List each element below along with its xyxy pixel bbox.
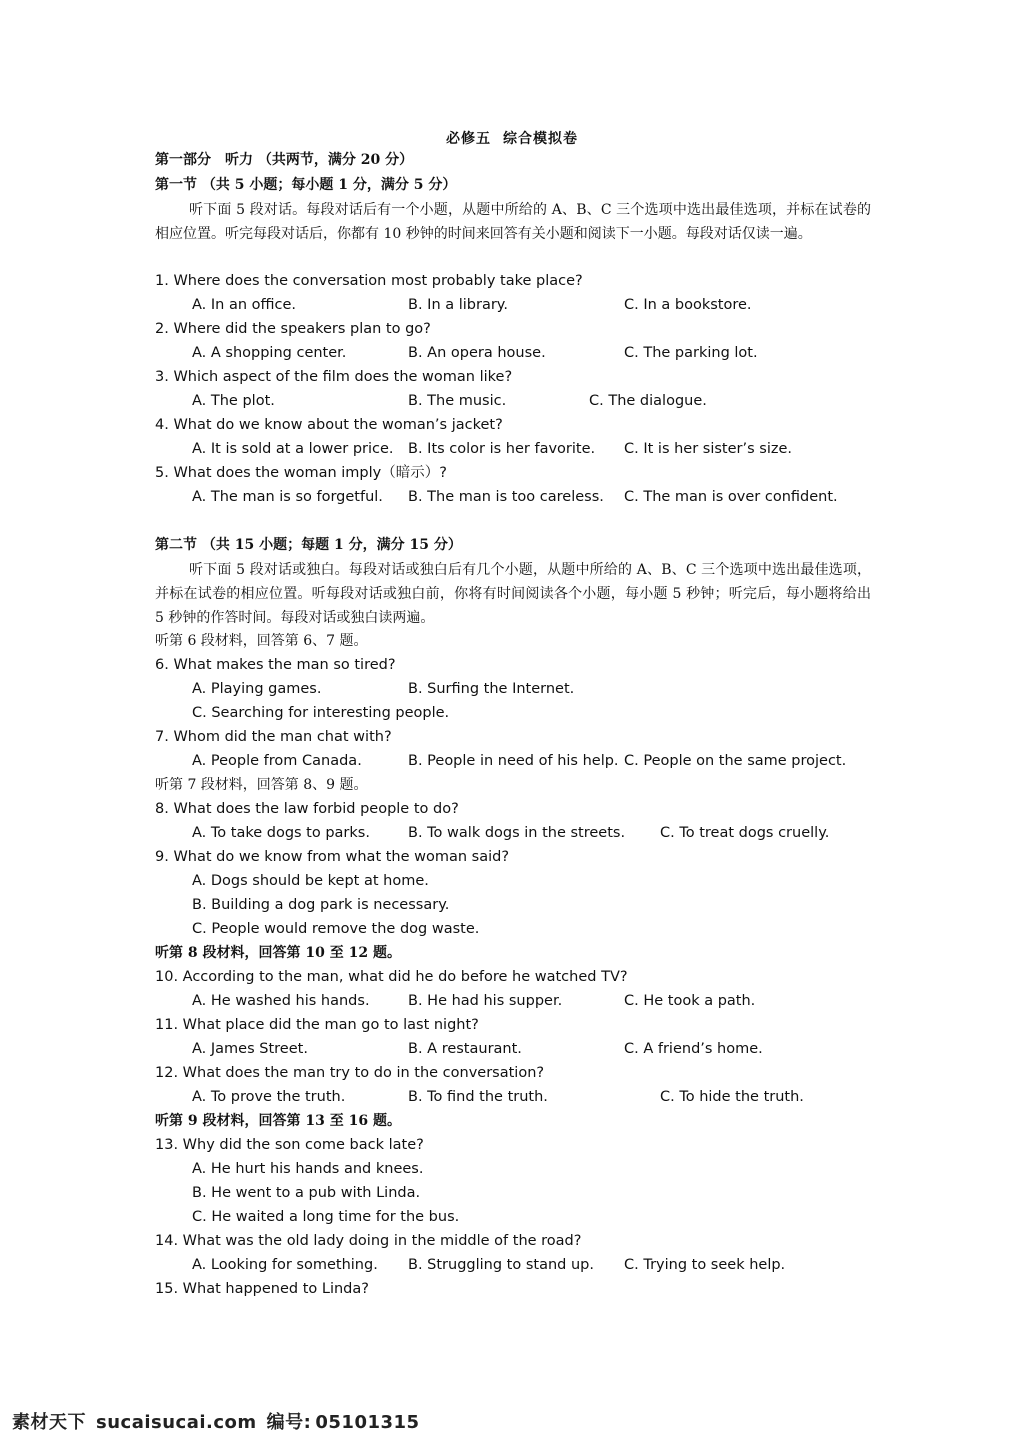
option-1a: A. In an office.	[192, 297, 297, 313]
question-12: 12. What does the man try to do in the conversation?	[155, 1065, 545, 1081]
option-2c: C. The parking lot.	[624, 345, 758, 361]
section1-instructions: 听下面 5 段对话。每段对话后有一个小题，从题中所给的 A、B、C 三个选项中选出最佳选项，并标在试卷的相应位置。听完每段对话后，你都有 10 秒钟的时间来回答有关小题和阅读下一小题。每段对话仅读一遍。	[155, 202, 871, 242]
option-6a: A. Playing games.	[192, 681, 322, 697]
option-11a: A. James Street.	[192, 1041, 308, 1057]
title-book: 必修五	[446, 131, 491, 147]
option-7b: B. People in need of his help.	[408, 753, 619, 769]
question-7: 7. Whom did the man chat with?	[155, 729, 392, 745]
option-6b: B. Surfing the Internet.	[408, 681, 575, 697]
question-2: 2. Where did the speakers plan to go?	[155, 321, 431, 337]
option-3c: C. The dialogue.	[589, 393, 707, 409]
option-4a: A. It is sold at a lower price.	[192, 441, 394, 457]
question-13: 13. Why did the son come back late?	[155, 1137, 424, 1153]
page-title	[0, 128, 1024, 148]
option-13c: C. He waited a long time for the bus.	[192, 1209, 460, 1225]
option-4c: C. It is her sister’s size.	[624, 441, 792, 457]
question-1: 1. Where does the conversation most probably take place?	[155, 273, 583, 289]
material-note-6: 听第 6 段材料，回答第 6、7 题。	[155, 633, 368, 649]
option-12b: B. To find the truth.	[408, 1089, 548, 1105]
watermark-site-name: 素材天下	[12, 1412, 86, 1433]
option-1c: C. In a bookstore.	[624, 297, 752, 313]
question-6: 6. What makes the man so tired?	[155, 657, 396, 673]
option-8a: A. To take dogs to parks.	[192, 825, 370, 841]
option-14a: A. Looking for something.	[192, 1257, 378, 1273]
option-14b: B. Struggling to stand up.	[408, 1257, 594, 1273]
option-10a: A. He washed his hands.	[192, 993, 370, 1009]
option-7a: A. People from Canada.	[192, 753, 362, 769]
option-4b: B. Its color is her favorite.	[408, 441, 596, 457]
question-11: 11. What place did the man go to last night?	[155, 1017, 479, 1033]
material-note-9: 听第 9 段材料，回答第 13 至 16 题。	[155, 1113, 401, 1129]
question-3: 3. Which aspect of the film does the woman like?	[155, 369, 513, 385]
option-1b: B. In a library.	[408, 297, 508, 313]
option-14c: C. Trying to seek help.	[624, 1257, 786, 1273]
option-9a: A. Dogs should be kept at home.	[192, 873, 429, 889]
option-2b: B. An opera house.	[408, 345, 546, 361]
material-note-7: 听第 7 段材料，回答第 8、9 题。	[155, 777, 368, 793]
watermark-id-label: 编号:	[266, 1412, 312, 1433]
question-14: 14. What was the old lady doing in the middle of the road?	[155, 1233, 582, 1249]
option-13a: A. He hurt his hands and knees.	[192, 1161, 424, 1177]
question-4: 4. What do we know about the woman’s jacket?	[155, 417, 503, 433]
option-5a: A. The man is so forgetful.	[192, 489, 383, 505]
option-7c: C. People on the same project.	[624, 753, 847, 769]
question-15: 15. What happened to Linda?	[155, 1281, 369, 1297]
watermark-id-value: 05101315	[315, 1412, 420, 1433]
option-10b: B. He had his supper.	[408, 993, 563, 1009]
title-exam: 综合模拟卷	[503, 131, 578, 147]
material-note-8: 听第 8 段材料，回答第 10 至 12 题。	[155, 945, 401, 961]
option-5c: C. The man is over confident.	[624, 489, 838, 505]
option-11c: C. A friend’s home.	[624, 1041, 763, 1057]
question-8: 8. What does the law forbid people to do?	[155, 801, 459, 817]
question-5: 5. What does the woman imply（暗示）?	[155, 465, 447, 481]
section2-heading: 第二节 （共 15 小题；每题 1 分，满分 15 分）	[155, 537, 462, 553]
option-2a: A. A shopping center.	[192, 345, 347, 361]
section1-heading: 第一节 （共 5 小题；每小题 1 分，满分 5 分）	[155, 177, 457, 193]
section2-instructions: 听下面 5 段对话或独白。每段对话或独白后有几个小题，从题中所给的 A、B、C 三个选项中选出最佳选项，并标在试卷的相应位置。听每段对话或独白前，你将有时间阅读各个小题，每小题 5 秒钟；听完后，每小题将给出 5 秒钟的作答时间。每段对话或独白读两遍。	[155, 562, 871, 626]
watermark-text	[12, 1408, 430, 1434]
watermark-site-url: sucaisucai.com	[96, 1412, 257, 1433]
option-9c: C. People would remove the dog waste.	[192, 921, 480, 937]
question-10: 10. According to the man, what did he do before he watched TV?	[155, 969, 628, 985]
option-3b: B. The music.	[408, 393, 507, 409]
option-8c: C. To treat dogs cruelly.	[660, 825, 830, 841]
option-8b: B. To walk dogs in the streets.	[408, 825, 626, 841]
option-5b: B. The man is too careless.	[408, 489, 604, 505]
option-11b: B. A restaurant.	[408, 1041, 522, 1057]
option-10c: C. He took a path.	[624, 993, 756, 1009]
option-6c: C. Searching for interesting people.	[192, 705, 450, 721]
question-9: 9. What do we know from what the woman said?	[155, 849, 510, 865]
option-12a: A. To prove the truth.	[192, 1089, 346, 1105]
option-13b: B. He went to a pub with Linda.	[192, 1185, 421, 1201]
option-3a: A. The plot.	[192, 393, 275, 409]
watermark-bar	[0, 1400, 1024, 1442]
option-9b: B. Building a dog park is necessary.	[192, 897, 450, 913]
option-12c: C. To hide the truth.	[660, 1089, 804, 1105]
part1-heading: 第一部分 听力 （共两节，满分 20 分）	[155, 152, 414, 168]
